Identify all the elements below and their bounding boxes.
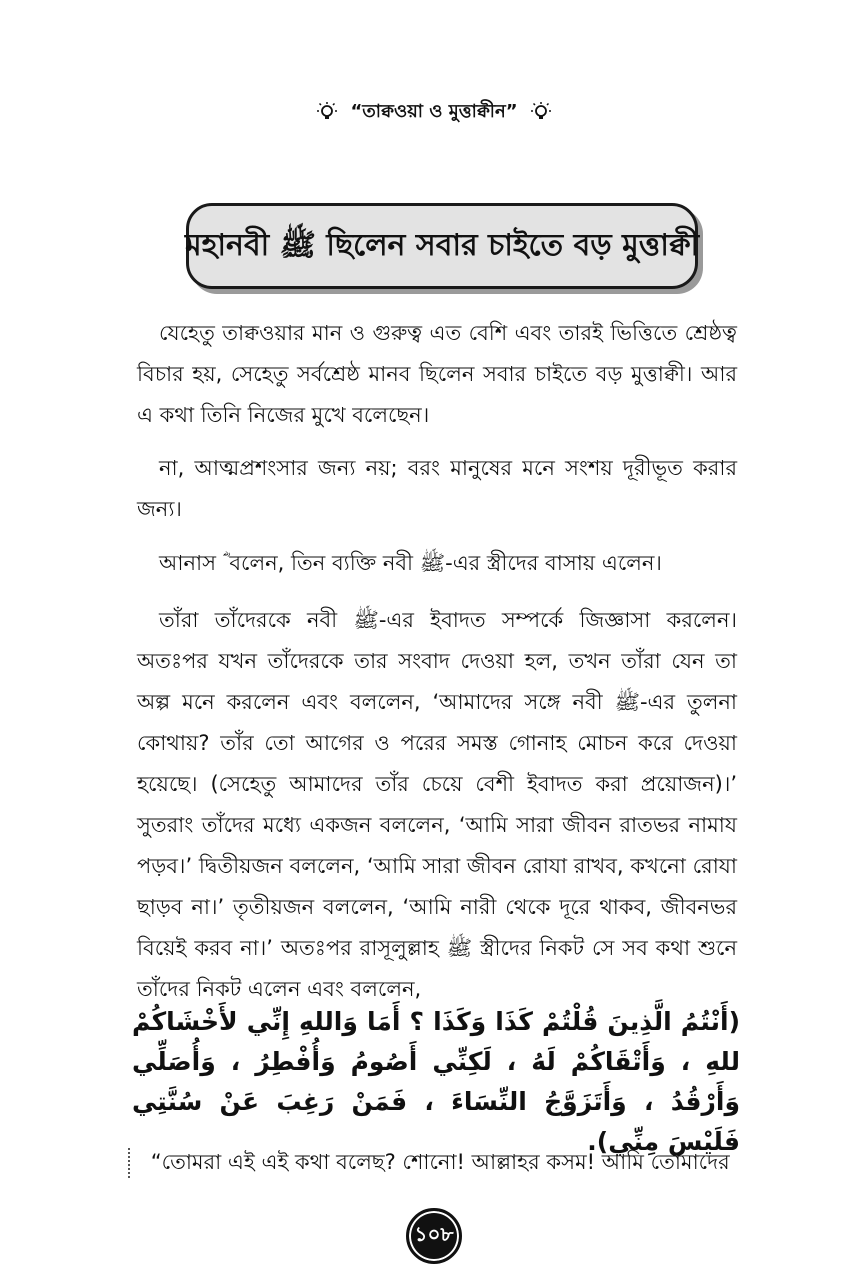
lightbulb-icon <box>316 101 338 123</box>
translation-text: “তোমরা এই এই কথা বলেছ? শোনো! আল্লাহর কসম! আমি তোমাদের <box>150 1150 730 1174</box>
paragraph: যেহেতু তাক্বওয়ার মান ও গুরুত্ব এত বেশি এবং তারই ভিত্তিতে শ্রেষ্ঠত্ব বিচার হয়, সেহেতু সর্বশ্রেষ্ঠ মানব ছিলেন সবার চাইতে বড় মুত্তাক্বী। আর এ কথা তিনি নিজের মুখে বলেছেন। <box>137 321 737 427</box>
quote-border-ornament <box>128 1148 136 1178</box>
lightbulb-icon <box>530 101 552 123</box>
paragraph: তাঁরা তাঁদেরকে নবী ﷺ-এর ইবাদত সম্পর্কে জিজ্ঞাসা করলেন। অতঃপর যখন তাঁদেরকে তার সংবাদ দেওয়া হল, তখন তাঁরা যেন তা অল্প মনে করলেন এবং বললেন, ‘আমাদের সঙ্গে নবী ﷺ-এর তুলনা কোথায়? তাঁর তো আগের ও পরের সমস্ত গোনাহ মোচন করে দেওয়া হয়েছে। (সেহেতু আমাদের তাঁর চেয়ে বেশী ইবাদত করা প্রয়োজন)।’ সুতরাং তাঁদের মধ্যে একজন বললেন, ‘আমি সারা জীবন রাতভর নামায পড়ব।’ দ্বিতীয়জন বললেন, ‘আমি সারা জীবন রোযা রাখব, কখনো রোযা ছাড়ব না।’ তৃতীয়জন বললেন, ‘আমি নারী থেকে দূরে থাকব, জীবনভর বিয়েই করব না।’ অতঃপর রাসূলুল্লাহ ﷺ স্ত্রীদের নিকট সে সব কথা শুনে তাঁদের নিকট এলেন এবং বললেন, <box>137 608 738 1001</box>
chapter-heading-box <box>186 203 698 289</box>
page-number: ১০৮ <box>414 1221 454 1246</box>
chapter-title: মহানবী ﷺ ছিলেন সবার চাইতে বড় মুত্তাক্বী <box>184 227 700 263</box>
page-number-badge <box>406 1208 462 1264</box>
translation-block <box>128 1142 740 1182</box>
arabic-hadith-quote: (أَنْتُمُ الَّذِينَ قُلْتُمْ كَذَا وَكَذَا ؟ أَمَا وَاللهِ إِنِّي لأَخْشَاكُمْ للهِ ، وَأَتْقَاكُمْ لَهُ ، لَكِنِّي أَصُومُ وَأُفْطِرُ ، وَأُصَلِّي وَأَرْقُدُ ، وَأَتَزَوَّجُ النِّسَاءَ ، فَمَنْ رَغِبَ عَنْ سُنَّتِي فَلَيْسَ مِنِّي). <box>132 1007 740 1156</box>
running-head-text: “তাক্বওয়া ও মুত্তাক্বীন” <box>350 101 518 122</box>
paragraph: আনাস ؓ বলেন, তিন ব্যক্তি নবী ﷺ-এর স্ত্রীদের বাসায় এলেন। <box>159 551 662 575</box>
paragraph: না, আত্মপ্রশংসার জন্য নয়; বরং মানুষের মনে সংশয় দূরীভূত করার জন্য। <box>137 456 737 521</box>
running-head <box>0 98 868 126</box>
